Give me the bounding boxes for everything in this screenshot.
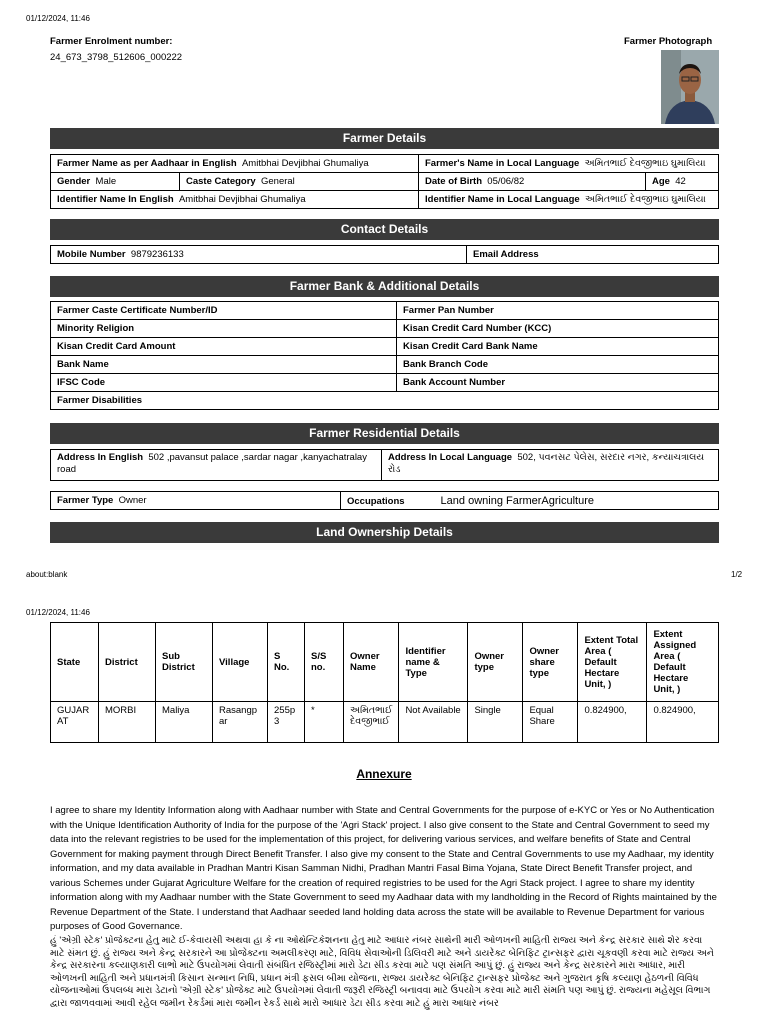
cell-village: Rasangpar bbox=[213, 702, 268, 743]
ifsc-label: IFSC Code bbox=[51, 374, 397, 392]
col-s-no: S No. bbox=[268, 623, 305, 702]
col-sub-district: Sub District bbox=[156, 623, 213, 702]
col-owner-name: Owner Name bbox=[344, 623, 399, 702]
identifier-local-label: Identifier Name in Local Language bbox=[425, 194, 580, 205]
land-ownership-heading: Land Ownership Details bbox=[50, 522, 719, 543]
cell-total-area: 0.824900, bbox=[578, 702, 647, 743]
kcc-bank-label: Kisan Credit Card Bank Name bbox=[397, 338, 719, 356]
col-share-type: Owner share type bbox=[523, 623, 578, 702]
annexure-english-text: I agree to share my Identity Information along with Aadhaar number with State and Central Governments for the purpose of e-KYC or Yes or No Authentication with the Unique Identification Authority of India for the purpose of the 'Agri Stack' project. I also give consent to the State and Central Government to seed my data into the relevant registries to be used for the implementation of this project, for delivering various services, and welfare benefits of State and Central Government for making payment through Direct Benefit Transfer. I also give my consent to the State and Central Governments to use my Aadhaar, my identity information, and my data available in Pradhan Mantri Kisan Samman Nidhi, Pradhan Mantri Fasal Bima Yojana, State Direct Benefit Transfer project, and various Schemes under Gujarat Agriculture Welfare for the creation of required registries to be used for the Agri Stack project. I agree to share my identity information along with my Aadhaar number with the State Government to seed my Aadhaar data with my landholding in the Record of Rights maintained by the Revenue Department of the State. I understand that Aadhaar seeded land holding data across the state will be available to Revenue Department for various purposes of Good Governance. bbox=[50, 805, 717, 932]
cell-share-type: Equal Share bbox=[523, 702, 578, 743]
farmer-type-label: Farmer Type bbox=[57, 495, 114, 506]
cell-ss-no: * bbox=[305, 702, 344, 743]
contact-details-table bbox=[50, 245, 719, 264]
name-local-label: Farmer's Name in Local Language bbox=[425, 158, 580, 169]
caste-certificate-label: Farmer Caste Certificate Number/ID bbox=[51, 302, 397, 320]
dob-value: 05/06/82 bbox=[487, 176, 525, 187]
annexure-gujarati-text: હું 'એગ્રી સ્ટેક' પ્રોજેક્ટના હેતુ માટે ઈ-કેવાયસી અથવા હા કે ના ઓથેન્ટિકેશનના હેતુ માટે આધાર નંબર સાથેની મારી ઓળખની માહિતી રાજ્ય અને કેન્દ્ર સરકાર સાથે શેર કરવા માટે સંમત છું. હું રાજ્ય અને કેન્દ્ર સરકારને આ પ્રોજેક્ટના અમલીકરણ માટે, વિવિધ સેવાઓની ડિલિવરી માટે અને ડાયરેક્ટ બેનિફિટ ટ્રાન્સફર દ્વારા ચૂકવણી કરવા માટે રાજ્ય અને કેન્દ્ર સરકારના કલ્યાણકારી લાભો માટે ઉપયોગમાં લેવાતી સંબંધિત રજિસ્ટ્રીમાં મારો ડેટા સીડ કરવા માટે પણ સંમતિ આપું છું. હું રાજ્ય અને કેન્દ્ર સરકારને મારા આધાર, મારી ઓળખની માહિતી અને પ્રધાનમંત્રી કિસાન સન્માન નિધિ, પ્રધાન મંત્રી ફસલ બીમા યોજના, રાજ્ય ડાયરેક્ટ બેનિફિટ ટ્રાન્સફર પ્રોજેક્ટ અને ગુજરાત કૃષિ કલ્યાણ હેઠળની વિવિધ યોજનાઓમાં ઉપલબ્ધ મારા ડેટાનો 'એગ્રી સ્ટેક' પ્રોજેક્ટ માટે ઉપયોગમાં લેવાતી જરૂરી રજિસ્ટ્રી બનાવવા માટે ઉપયોગ કરવા માટે મારી સંમતિ પણ આપું છું. રાજ્યના મહેસૂલ વિભાગ દ્વારા જાળવવામાં આવી રહેલ જમીન રેકર્ડમાં મારા જમીન રેકર્ડ સાથે મારો આધાર ડેટા સીડ કરવા માટે હું મારા આધાર નંબર bbox=[50, 935, 714, 1009]
cell-assigned-area: 0.824900, bbox=[647, 702, 719, 743]
farmer-details-table bbox=[50, 154, 719, 209]
name-aadhaar-label: Farmer Name as per Aadhaar in English bbox=[57, 158, 237, 169]
occupations-value: Land owning FarmerAgriculture bbox=[440, 494, 595, 507]
kcc-amount-label: Kisan Credit Card Amount bbox=[51, 338, 397, 356]
cell-identifier: Not Available bbox=[399, 702, 468, 743]
identifier-en-label: Identifier Name In English bbox=[57, 194, 174, 205]
minority-religion-label: Minority Religion bbox=[51, 320, 397, 338]
farmer-type-value: Owner bbox=[118, 495, 147, 506]
bank-details-table bbox=[50, 301, 719, 410]
disabilities-label: Farmer Disabilities bbox=[51, 392, 719, 410]
col-ss-no: S/S no. bbox=[305, 623, 344, 702]
pan-label: Farmer Pan Number bbox=[397, 302, 719, 320]
page-number: 1/2 bbox=[731, 570, 743, 579]
cell-owner-type: Single bbox=[468, 702, 523, 743]
email-label: Email Address bbox=[473, 249, 539, 260]
identifier-en-value: Amitbhai Devjibhai Ghumaliya bbox=[178, 194, 306, 205]
cell-s-no: 255p3 bbox=[268, 702, 305, 743]
cell-sub-district: Maliya bbox=[156, 702, 213, 743]
mobile-label: Mobile Number bbox=[57, 249, 126, 260]
cell-district: MORBI bbox=[99, 702, 156, 743]
address-en-label: Address In English bbox=[57, 452, 144, 463]
name-local-value: અમિતભાઈ દેવજીભાઇ ઘુમાલિયા bbox=[584, 158, 706, 169]
kcc-number-label: Kisan Credit Card Number (KCC) bbox=[397, 320, 719, 338]
col-village: Village bbox=[213, 623, 268, 702]
page-url: about:blank bbox=[26, 570, 68, 579]
col-total-area: Extent Total Area ( Default Hectare Unit, ) bbox=[578, 623, 647, 702]
farmer-photo bbox=[661, 50, 719, 124]
address-local-label: Address In Local Language bbox=[388, 452, 513, 463]
bank-name-label: Bank Name bbox=[51, 356, 397, 374]
age-label: Age bbox=[652, 176, 670, 187]
age-value: 42 bbox=[675, 176, 686, 187]
col-district: District bbox=[99, 623, 156, 702]
photo-label: Farmer Photograph bbox=[624, 36, 713, 47]
print-timestamp: 01/12/2024, 11:46 bbox=[26, 14, 90, 23]
identifier-local-value: અમિતભાઈ દેવજીભાઇ ઘુમાલિયા bbox=[584, 194, 706, 205]
gender-value: Male bbox=[95, 176, 117, 187]
col-assigned-area: Extent Assigned Area ( Default Hectare Unit, ) bbox=[647, 623, 719, 702]
address-en-value: 502 ,pavansut palace ,sardar nagar ,kanyachatralay road bbox=[57, 452, 367, 475]
col-state: State bbox=[51, 623, 99, 702]
enrolment-label: Farmer Enrolment number: bbox=[50, 36, 173, 47]
residential-details-heading: Farmer Residential Details bbox=[50, 423, 719, 444]
cell-owner-name: અમિતભાઈ દેવજીભાઈ bbox=[344, 702, 399, 743]
col-identifier: Identifier name & Type bbox=[399, 623, 468, 702]
cell-state: GUJARAT bbox=[51, 702, 99, 743]
caste-label: Caste Category bbox=[186, 176, 256, 187]
table-row bbox=[51, 702, 719, 743]
farmer-details-heading: Farmer Details bbox=[50, 128, 719, 149]
bank-details-heading: Farmer Bank & Additional Details bbox=[50, 276, 719, 297]
account-number-label: Bank Account Number bbox=[397, 374, 719, 392]
farmer-type-table bbox=[50, 491, 719, 510]
dob-label: Date of Birth bbox=[425, 176, 482, 187]
gender-label: Gender bbox=[57, 176, 91, 187]
address-local-value: 502, પવનસટ પેલેસ, સરદાર નગર, કન્યાચત્રાલય રોડ bbox=[388, 452, 705, 475]
occupations-label: Occupations bbox=[347, 495, 405, 507]
enrolment-number: 24_673_3798_512606_000222 bbox=[50, 52, 183, 63]
residential-address-table bbox=[50, 449, 719, 481]
caste-value: General bbox=[260, 176, 295, 187]
branch-code-label: Bank Branch Code bbox=[397, 356, 719, 374]
mobile-value: 9879236133 bbox=[130, 249, 184, 260]
col-owner-type: Owner type bbox=[468, 623, 523, 702]
land-ownership-table bbox=[50, 622, 719, 743]
name-aadhaar-value: Amitbhai Devjibhai Ghumaliya bbox=[241, 158, 369, 169]
page2-timestamp: 01/12/2024, 11:46 bbox=[26, 608, 90, 617]
contact-details-heading: Contact Details bbox=[50, 219, 719, 240]
annexure-title: Annexure bbox=[356, 767, 412, 781]
